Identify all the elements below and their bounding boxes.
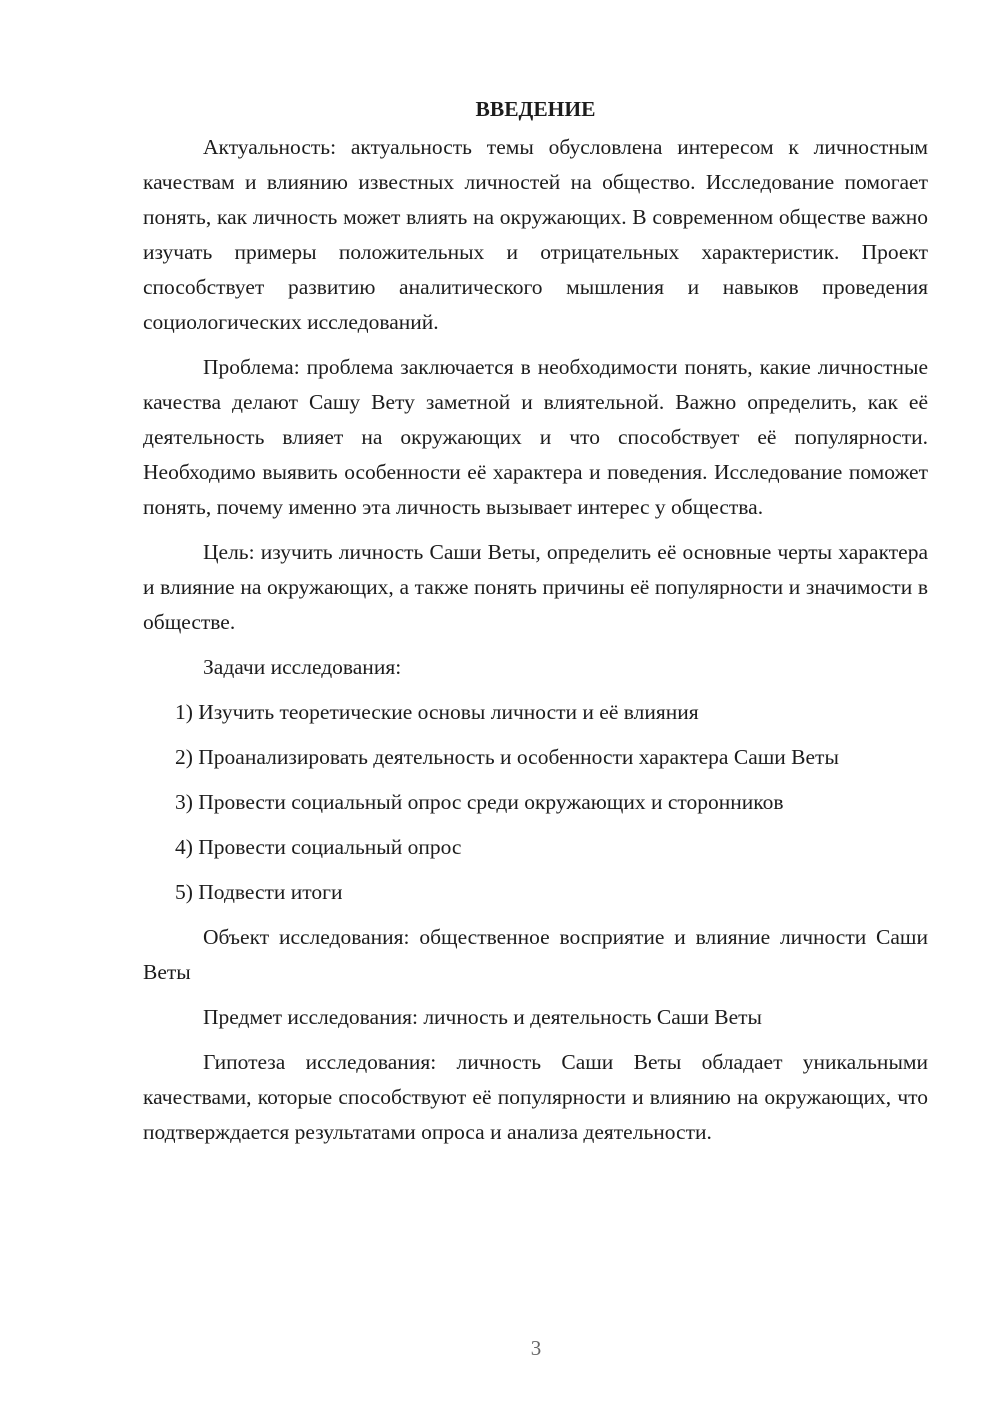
relevance-paragraph: Актуальность: актуальность темы обусловлена интересом к личностным качествам и влиянию известных личностей на общество. Исследование помогает понять, как личность может влиять на окружающих. В современном обществе важно изучать примеры положительных и отрицательных характеристик. Проект способствует развитию аналитического мышления и навыков проведения социологических исследований. — [143, 135, 928, 334]
document-title: ВВЕДЕНИЕ — [475, 97, 596, 121]
task-item-3: 3) Провести социальный опрос среди окружающих и сторонников — [175, 790, 784, 814]
subject-paragraph: Предмет исследования: личность и деятельность Саши Веты — [203, 1005, 762, 1029]
hypothesis-paragraph: Гипотеза исследования: личность Саши Веты обладает уникальными качествами, которые способствуют её популярности и влиянию на окружающих, что подтверждается результатами опроса и анализа деятельности. — [143, 1050, 928, 1144]
task-item-4: 4) Провести социальный опрос — [175, 835, 462, 859]
object-paragraph: Объект исследования: общественное восприятие и влияние личности Саши Веты — [143, 925, 928, 984]
goal-paragraph: Цель: изучить личность Саши Веты, определить её основные черты характера и влияние на окружающих, а также понять причины её популярности и значимости в обществе. — [143, 540, 928, 634]
task-item-1: 1) Изучить теоретические основы личности и её влияния — [175, 700, 699, 724]
task-item-5: 5) Подвести итоги — [175, 880, 343, 904]
task-item-2: 2) Проанализировать деятельность и особенности характера Саши Веты — [175, 745, 839, 769]
tasks-heading: Задачи исследования: — [203, 655, 402, 679]
document-page — [143, 92, 928, 1160]
page-number: 3 — [530, 1336, 542, 1360]
problem-paragraph: Проблема: проблема заключается в необходимости понять, какие личностные качества делают Сашу Вету заметной и влиятельной. Важно определить, как её деятельность влияет на окружающих и что способствует её популярности. Необходимо выявить особенности её характера и поведения. Исследование поможет понять, почему именно эта личность вызывает интерес у общества. — [143, 355, 928, 519]
